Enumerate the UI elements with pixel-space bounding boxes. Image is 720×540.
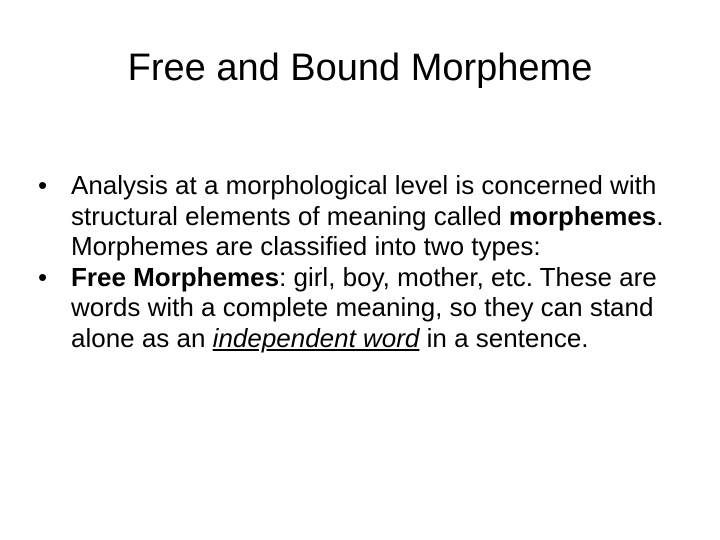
bullet-text: : girl, boy, mother, etc. These are words with a complete meaning, so they can stand alone as an <box>71 261 657 353</box>
bullet-list <box>38 170 698 353</box>
bullet-text: Analysis at a morphological level is concerned with structural elements of meaning called <box>71 170 657 231</box>
bullet-text: in a sentence. <box>419 322 589 353</box>
bullet-item-free-morphemes <box>38 262 698 354</box>
slide-title: Free and Bound Morpheme <box>127 47 593 89</box>
bullet-item-analysis <box>38 170 698 262</box>
emphasized-term: independent word <box>212 322 420 353</box>
bold-term: Free Morphemes <box>71 261 280 292</box>
bullet-text: . Morphemes are classified into two types: <box>71 200 664 261</box>
bullet-icon: • <box>38 170 48 200</box>
bullet-icon: • <box>38 261 48 292</box>
bold-term: morphemes <box>508 200 657 231</box>
